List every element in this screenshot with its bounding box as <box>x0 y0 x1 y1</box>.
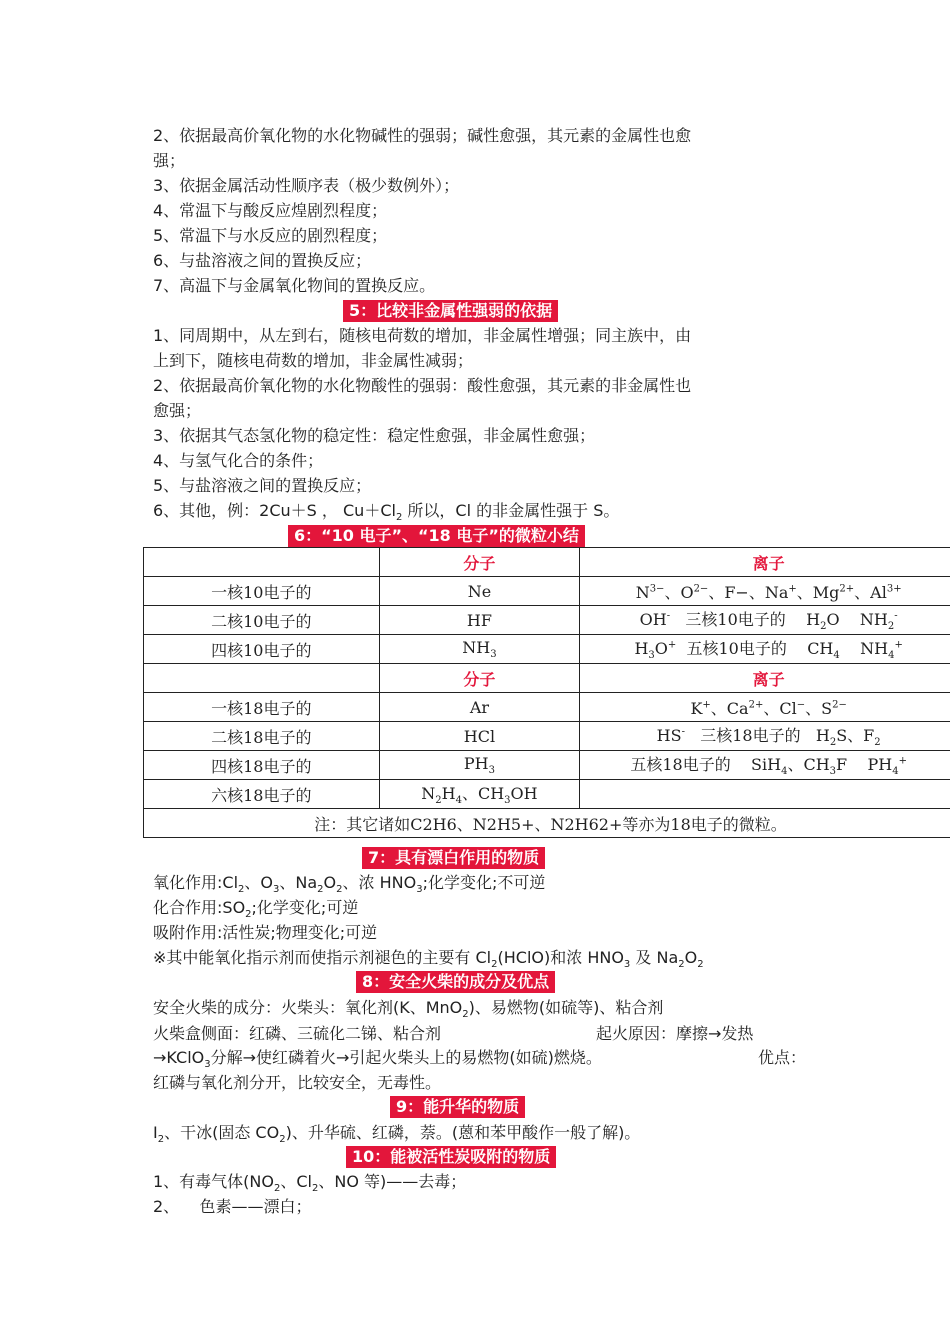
section-7-heading: 7：具有漂白作用的物质 <box>362 847 545 869</box>
metal-item-2-cont: 强； <box>153 151 186 170</box>
row-label: 六核18电子的 <box>144 780 380 809</box>
metal-item-5: 5、常温下与水反应的剧烈程度； <box>153 226 388 245</box>
molecule-cell: $N_2H_4$、$CH_3OH$ <box>379 780 580 809</box>
section-10-heading: 10：能被活性炭吸附的物质 <box>346 1146 556 1168</box>
row-label: 一核10电子的 <box>144 577 380 606</box>
table-row <box>144 606 950 635</box>
molecule-cell: $PH_3$ <box>379 751 580 780</box>
table-row <box>144 577 950 606</box>
ion-cell: $N^{3-}$、$O^{2-}$、F−、Na+、$Mg^{2+}$、$Al^{3+}$ <box>580 577 950 606</box>
column-header-molecule: 分子 <box>379 664 580 693</box>
section-6-heading: 6：“10 电子”、“18 电子”的微粒小结 <box>288 525 585 547</box>
ion-cell <box>580 780 950 809</box>
table-row <box>144 664 950 693</box>
nonmetal-item-4: 4、与氢气化合的条件； <box>153 451 324 470</box>
table-cell <box>144 548 380 577</box>
table-row <box>144 809 950 838</box>
metal-item-4: 4、常温下与酸反应煌剧烈程度； <box>153 201 388 220</box>
molecule-cell: HF <box>379 606 580 635</box>
nonmetal-item-3: 3、依据其气态氢化物的稳定性：稳定性愈强，非金属性愈强； <box>153 426 596 445</box>
molecule-cell: Ar <box>379 693 580 722</box>
molecule-cell: $NH_3$ <box>379 635 580 664</box>
metal-item-3: 3、依据金属活动性顺序表（极少数例外）； <box>153 176 460 195</box>
nonmetal-item-1: 1、同周期中，从左到右，随核电荷数的增加，非金属性增强；同主族中，由 <box>153 326 692 345</box>
metal-item-7: 7、高温下与金属氧化物间的置换反应。 <box>153 276 436 295</box>
ion-cell: OH- 三核10电子的 $H_2O$ $NH_2^-$ <box>580 606 950 635</box>
table-row <box>144 548 950 577</box>
nonmetal-item-2: 2、依据最高价氧化物的水化物酸性的强弱：酸性愈强，其元素的非金属性也 <box>153 376 692 395</box>
match-advantage: 红磷与氧化剂分开，比较安全，无毒性。 <box>153 1073 442 1092</box>
match-box-side: 火柴盒侧面：红磷、三硫化二锑、粘合剂 <box>153 1024 442 1043</box>
section-9-heading: 9：能升华的物质 <box>390 1096 525 1118</box>
row-label: 四核18电子的 <box>144 751 380 780</box>
nonmetal-item-1-cont: 上到下，随核电荷数的增加，非金属性减弱； <box>153 351 474 370</box>
ion-cell: $H_3O^+$ 五核10电子的 $CH_4$ $NH_4^+$ <box>580 635 950 664</box>
nonmetal-item-5: 5、与盐溶液之间的置换反应； <box>153 476 372 495</box>
table-cell <box>144 664 380 693</box>
row-label: 四核10电子的 <box>144 635 380 664</box>
table-row <box>144 693 950 722</box>
ion-cell: HS- 三核18电子的 $H_2S$、$F_2$ <box>580 722 950 751</box>
row-label: 一核18电子的 <box>144 693 380 722</box>
metal-item-2: 2、依据最高价氧化物的水化物碱性的强弱；碱性愈强，其元素的金属性也愈 <box>153 126 692 145</box>
match-components: 安全火柴的成分：火柴头：氧化剂(K、MnO$_2$)、易燃物(如硫等)、粘合剂 <box>153 998 664 1021</box>
match-ignition-cause: 起火原因：摩擦→发热 <box>596 1024 754 1043</box>
column-header-molecule: 分子 <box>379 548 580 577</box>
ion-cell: K+、$Ca^{2+}$、Cl−、$S^{2-}$ <box>580 693 950 722</box>
molecule-cell: HCl <box>379 722 580 751</box>
section-5-heading: 5：比较非金属性强弱的依据 <box>343 300 558 322</box>
match-advantage-label: 优点： <box>758 1048 807 1067</box>
particle-table <box>143 547 950 838</box>
nonmetal-item-6: 6、其他，例：2Cu＋S ， $Cu+Cl_2$ 所以，Cl 的非金属性强于 S。 <box>153 501 620 524</box>
row-label: 二核10电子的 <box>144 606 380 635</box>
table-row <box>144 780 950 809</box>
bleach-oxidation: 氧化作用$:Cl_2$、$O_3$、$Na_2O_2$、浓 $HNO_3$;化学变化;不可逆 <box>153 873 546 896</box>
table-row <box>144 722 950 751</box>
adsorb-item-2: 2、 色素——漂白； <box>153 1197 312 1216</box>
column-header-ion: 离子 <box>580 664 950 693</box>
nonmetal-item-2-cont: 愈强； <box>153 401 202 420</box>
section-8-heading: 8：安全火柴的成分及优点 <box>356 971 555 993</box>
column-header-ion: 离子 <box>580 548 950 577</box>
match-ignition-process: →KClO$_3$分解→使红磷着火→引起火柴头上的易燃物(如硫)燃烧。 <box>153 1048 602 1071</box>
metal-item-6: 6、与盐溶液之间的置换反应； <box>153 251 372 270</box>
table-note: 注：其它诸如C2H6、N2H5+、N2H62+等亦为18电子的微粒。 <box>144 809 950 838</box>
bleach-combination: 化合作用$:SO_2$;化学变化;可逆 <box>153 898 359 921</box>
adsorb-item-1: 1、有毒气体($NO_2$、$Cl_2$、NO 等)——去毒； <box>153 1172 467 1195</box>
table-row <box>144 751 950 780</box>
bleach-note: ※其中能氧化指示剂而使指示剂褪色的主要有 $Cl_2(HClO)$和浓 $HNO_3$ 及 $Na_2O_2$ <box>153 948 704 971</box>
sublimation-list: $I_2$、干冰(固态 $CO_2$)、升华硫、红磷，萘。(蒽和苯甲酸作一般了解)。 <box>153 1123 641 1146</box>
row-label: 二核18电子的 <box>144 722 380 751</box>
bleach-adsorption: 吸附作用:活性炭;物理变化;可逆 <box>153 923 378 942</box>
ion-cell: 五核18电子的 SiH$_4$、$CH_3F$ $PH_4^+$ <box>580 751 950 780</box>
molecule-cell: Ne <box>379 577 580 606</box>
table-row <box>144 635 950 664</box>
